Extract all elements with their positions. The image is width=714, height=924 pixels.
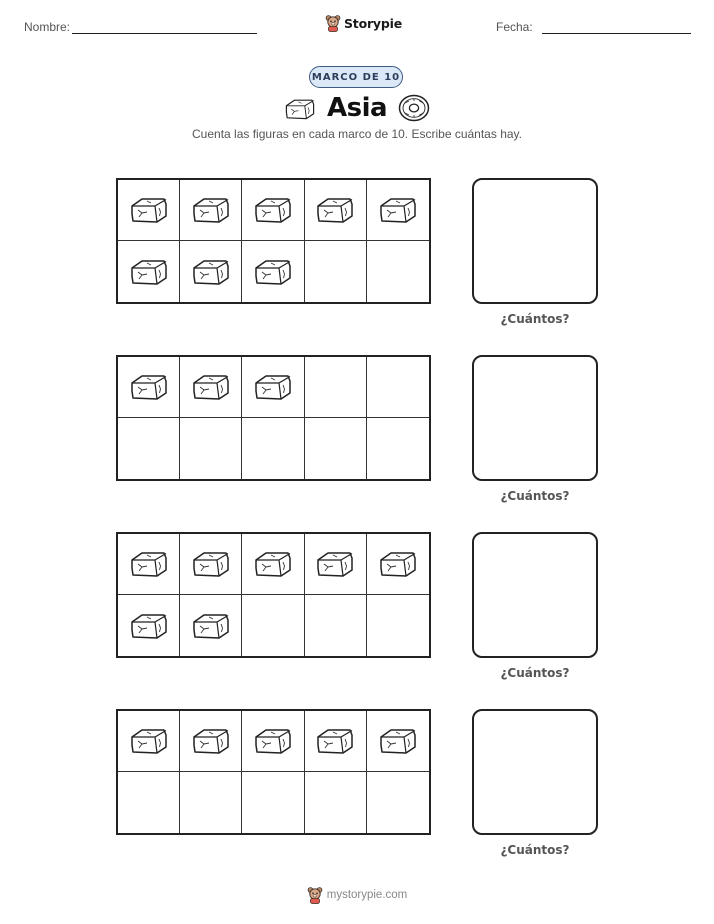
rock-block-icon	[191, 371, 231, 403]
frame-cell	[242, 534, 304, 595]
frame-cell	[118, 241, 180, 302]
frame-cell	[305, 180, 367, 241]
footer	[0, 884, 714, 906]
rock-block-icon	[191, 548, 231, 580]
answer-box-1[interactable]	[472, 178, 598, 304]
answer-label-3: ¿Cuántos?	[500, 666, 570, 680]
frame-cell	[118, 418, 180, 479]
name-line	[72, 33, 257, 34]
worksheet-type-badge: MARCO DE 10	[309, 66, 403, 88]
rock-block-icon	[253, 725, 293, 757]
rock-block-icon	[191, 725, 231, 757]
footer-site-link[interactable]: mystorypie.com	[326, 889, 408, 901]
frame-cell	[118, 180, 180, 241]
frame-cell	[180, 418, 242, 479]
rock-block-icon	[315, 725, 355, 757]
rock-block-icon	[191, 256, 231, 288]
frame-cell	[367, 534, 429, 595]
answer-label-4: ¿Cuántos?	[500, 843, 570, 857]
answer-label-1: ¿Cuántos?	[500, 312, 570, 326]
frame-cell	[118, 595, 180, 656]
frame-cell	[367, 241, 429, 302]
frame-cell	[367, 357, 429, 418]
rock-block-icon	[129, 548, 169, 580]
name-label: Nombre:	[24, 20, 71, 34]
frame-cell	[180, 180, 242, 241]
jade-disc-icon	[398, 94, 430, 122]
instructions-text: Cuenta las figuras en cada marco de 10. Escribe cuántas hay.	[192, 127, 522, 141]
frame-cell	[367, 711, 429, 772]
frame-cell	[367, 418, 429, 479]
frame-cell	[367, 772, 429, 833]
frame-cell	[242, 357, 304, 418]
rock-block-icon	[191, 610, 231, 642]
frame-cell	[242, 595, 304, 656]
brand-name: Storypie	[344, 15, 402, 31]
frame-cell	[180, 772, 242, 833]
rock-block-icon	[253, 256, 293, 288]
bear-mascot-icon	[307, 886, 323, 904]
answer-label-2: ¿Cuántos?	[500, 489, 570, 503]
frame-cell	[305, 595, 367, 656]
rock-block-icon	[129, 725, 169, 757]
rock-block-icon	[315, 194, 355, 226]
rock-block-icon	[129, 194, 169, 226]
worksheet-title: Asia	[326, 93, 388, 123]
title-row	[0, 92, 714, 124]
rock-block-icon	[378, 725, 418, 757]
frame-cell	[180, 534, 242, 595]
frame-cell	[180, 711, 242, 772]
rock-block-icon	[315, 548, 355, 580]
frame-cell	[180, 595, 242, 656]
rock-block-icon	[253, 194, 293, 226]
frame-cell	[118, 534, 180, 595]
rock-block-icon	[253, 371, 293, 403]
ten-frame-2	[116, 355, 431, 481]
rock-block-icon	[129, 610, 169, 642]
rock-block-icon	[253, 548, 293, 580]
frame-cell	[118, 772, 180, 833]
frame-cell	[118, 357, 180, 418]
rock-block-icon	[129, 256, 169, 288]
frame-cell	[305, 241, 367, 302]
frame-cell	[242, 180, 304, 241]
frame-cell	[305, 772, 367, 833]
ten-frame-3	[116, 532, 431, 658]
rock-block-icon	[191, 194, 231, 226]
frame-cell	[180, 357, 242, 418]
frame-cell	[118, 711, 180, 772]
rock-block-icon	[378, 548, 418, 580]
brand-logo	[325, 12, 402, 34]
answer-box-2[interactable]	[472, 355, 598, 481]
frame-cell	[305, 711, 367, 772]
date-line	[542, 33, 691, 34]
frame-cell	[305, 357, 367, 418]
frame-cell	[305, 534, 367, 595]
date-label: Fecha:	[496, 20, 533, 34]
frame-cell	[367, 595, 429, 656]
frame-cell	[242, 418, 304, 479]
frame-cell	[242, 772, 304, 833]
frame-cell	[180, 241, 242, 302]
frame-cell	[367, 180, 429, 241]
answer-box-4[interactable]	[472, 709, 598, 835]
ten-frame-1	[116, 178, 431, 304]
answer-box-3[interactable]	[472, 532, 598, 658]
frame-cell	[305, 418, 367, 479]
rock-block-icon	[378, 194, 418, 226]
frame-cell	[242, 241, 304, 302]
bear-mascot-icon	[325, 14, 341, 32]
frame-cell	[242, 711, 304, 772]
ten-frame-4	[116, 709, 431, 835]
rock-block-icon	[129, 371, 169, 403]
